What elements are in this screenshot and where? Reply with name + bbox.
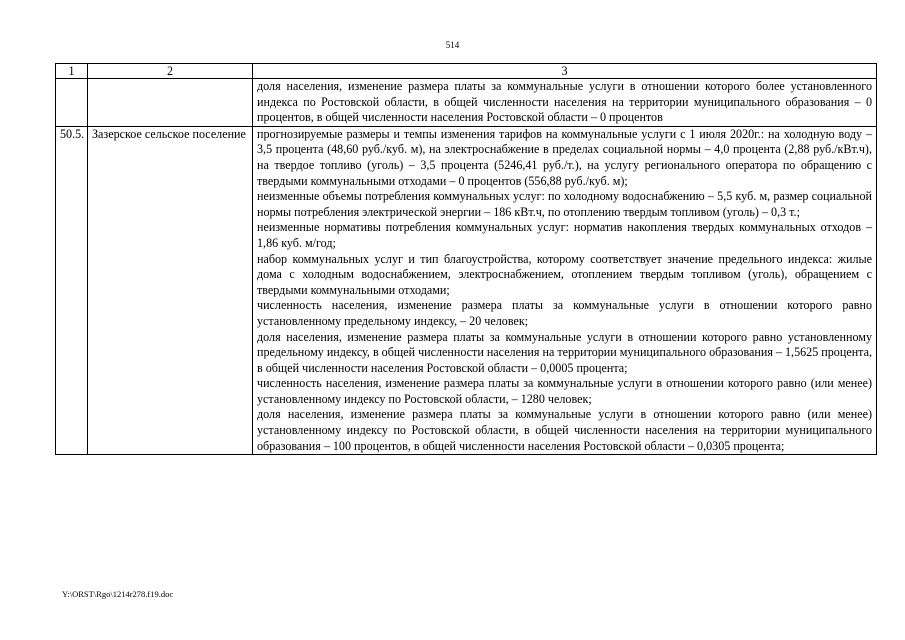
content-paragraph: доля населения, изменение размера платы за коммунальные услуги в отношении которого равно установленному предельному индексу, в общей численности населения на территории муниципального образования – 1,5625 процента, в общей численности населения Ростовской области – 0,0005 процента; (257, 329, 872, 375)
content-paragraph: прогнозируемые размеры и темпы изменения тарифов на коммунальные услуги с 1 июля 2020г.: на холодную воду – 3,5 процента (48,60 руб./куб. м), на электроснабжение в пределах социальной нормы – 4,0 процента (2,88 руб./кВт.ч), на твердое топливо (уголь) – 3,5 процента (5246,41 руб./т.), на услугу регионального оператора по обращению с твердыми коммунальными отходами – 0 процентов (556,88 руб./куб. м); (257, 126, 872, 188)
content-paragraph: численность населения, изменение размера платы за коммунальные услуги в отношении которого равно (или менее) установленному индексу по Ростовской области, – 1280 человек; (257, 376, 872, 406)
content-paragraph: неизменные объемы потребления коммунальных услуг: по холодному водоснабжению – 5,5 куб. м, размер социальной нормы потребления электрической энергии – 186 кВт.ч, по отоплению твердым топливом (уголь) – 0,3 т.; (257, 189, 872, 219)
document-table (55, 63, 877, 455)
column-header-2: 2 (88, 64, 253, 79)
content-paragraph: набор коммунальных услуг и тип благоустройства, которому соответствует значение предельного индекса: жилые дома с холодным водоснабжением, электроснабжением, отоплением твердым топливом (уголь), обращением с твердыми коммунальными отходами; (257, 251, 872, 297)
row-content-cell (253, 126, 877, 454)
content-paragraph: неизменные нормативы потребления коммунальных услуг: норматив накопления твердых коммунальных отходов – 1,86 куб. м/год; (257, 220, 872, 250)
page-number: 514 (445, 40, 460, 50)
row-number-cell (56, 79, 88, 127)
table-header-row (56, 64, 877, 79)
row-name-cell (88, 79, 253, 127)
table-row-continuation (56, 79, 877, 127)
row-name-cell: Зазерское сельское поселение (88, 126, 253, 454)
content-paragraph: численность населения, изменение размера платы за коммунальные услуги в отношении которого равно установленному предельному индексу, – 20 человек; (257, 298, 872, 328)
column-header-3: 3 (253, 64, 877, 79)
row-content-cell: доля населения, изменение размера платы за коммунальные услуги в отношении которого более установленного индекса по Ростовской области, в общей численности населения на территории муниципального образования – 0 процентов, в общей численности населения Ростовской области – 0 процентов (253, 79, 877, 127)
content-paragraph: доля населения, изменение размера платы за коммунальные услуги в отношении которого равно (или менее) установленному индексу по Ростовской области, в общей численности населения на территории муниципального образования – 100 процентов, в общей численности населения Ростовской области – 0,0305 процента; (257, 407, 872, 453)
column-header-1: 1 (56, 64, 88, 79)
footer-file-path: Y:\ORST\Rgo\1214r278.f19.doc (62, 589, 174, 599)
table-row-entry (56, 126, 877, 454)
row-number-cell: 50.5. (56, 126, 88, 454)
